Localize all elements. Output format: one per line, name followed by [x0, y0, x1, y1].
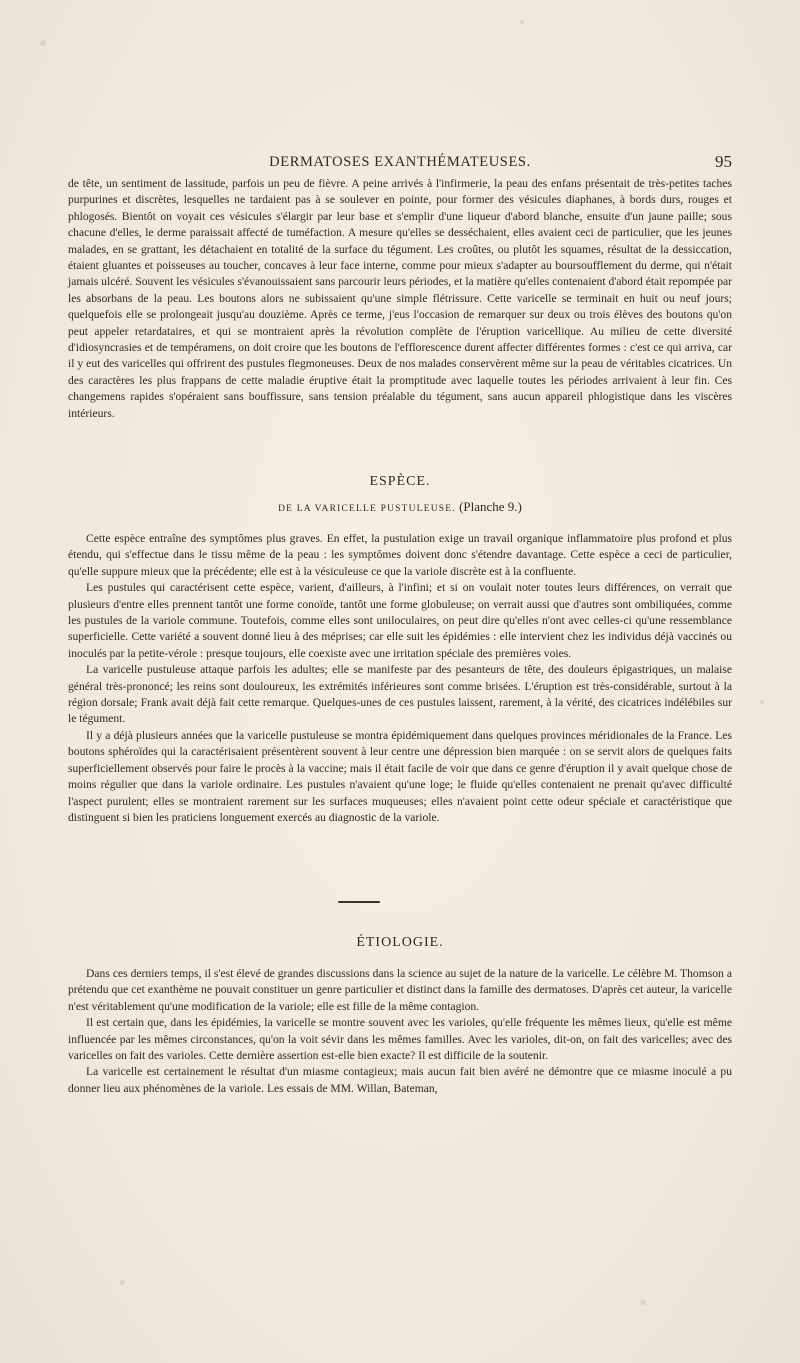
paragraph: Cette espèce entraîne des symptômes plus graves. En effet, la pustulation exige un travail organique inflammatoire plus profond et plus étendu, qui s'effectue dans le tissu même de la peau : les symptômes doivent donc s'étendre davantage. Cette espèce a ceci de particulier, qu'elle suppure mieux que la précédente; elle est à la vésiculeuse ce que la variole discrète est à la confluente. [68, 532, 732, 578]
paragraph: Il est certain que, dans les épidémies, la varicelle se montre souvent avec les varioles, qu'elle fréquente les mêmes lieux, qu'elle est même influencée par les mêmes circonstances, qu'on la voit sévir dans les mêmes familles. Avec les varioles, dit-on, on fait des varicelles; avec des varicelles on fait des varioles. Cette dernière assertion est-elle bien exacte? Il est difficile de la soutenir. [68, 1016, 732, 1063]
subheading-title: DE LA VARICELLE PUSTULEUSE. [278, 504, 456, 514]
section-heading-espece: ESPÈCE. [369, 474, 431, 489]
paragraph: de tête, un sentiment de lassitude, parfois un peu de fièvre. A peine arrivés à l'infirmerie, la peau des enfans présentait de très-petites taches purpurines et discrètes, lesquelles ne tardaient pas à se soulever en pointe, pour former des vésicules diaphanes, à bords durs, rouges et phlogosés. Bientôt on voyait ces vésicules s'élargir par leur base et s'emplir d'une liqueur d'abord blanche, ensuite d'un jaune paille; sous chacune d'elles, le derme paraissait affecté de tuméfaction. A mesure qu'elles se desséchaient, elles avaient ceci de particulier, que les jeunes malades, en se grattant, les détachaient en totalité de la surface du tégument. Les croûtes, ou plutôt les squames, résultat de la dessiccation, étaient gluantes et poisseuses au toucher, concaves à leur face interne, comme pour mieux s'adapter au boursoufflement du derme, qui n'était jamais ulcéré. Souvent les vésicules s'évanouissaient sans parcourir leurs périodes, et la matière qu'elles contenaient d'abord était repompée par les absorbans de la peau. Les boutons alors ne subissaient qu'une simple flétrissure. Cette varicelle se terminait en huit ou neuf jours; quelquefois elle se prolongeait jusqu'au douzième. Après ce terme, j'eus l'occasion de remarquer sur deux ou trois élèves des boutons qu'on peut appeler retardataires, et qui se montraient après la révolution complète de l'éruption varicellique. Au milieu de cette diversité d'idiosyncrasies et de tempéramens, on doit croire que les boutons de l'efflorescence durent affecter différentes formes : c'est ce qui arriva, car il y eut des varicelles qui offrirent des pustules flegmoneuses. Deux de nos malades conservèrent même sur la peau de véritables cicatrices. Un des caractères les plus frappans de cette maladie éruptive était la promptitude avec laquelle toutes les périodes arrivaient à leur fin. Ces changemens rapides s'opéraient sans bouffissure, sans tension préalable du tégument, sans aucun appareil phlogistique dans les viscères intérieurs. [68, 177, 732, 420]
foxing-spot [120, 1280, 125, 1285]
paragraph: Il y a déjà plusieurs années que la varicelle pustuleuse se montra épidémiquement dans quelques provinces méridionales de la France. Les boutons sphéroïdes qui la caractérisaient présentèrent souvent à leur centre une dépression bien marquée : on se servit alors de quelques faits superficiellement observés pour faire le procès à la vaccine; mais il était facile de voir que dans ce genre d'éruption il y avait quelque chose de moins régulier que dans la variole ordinaire. Les pustules n'avaient qu'une loge; le fluide qu'elles contenaient ne prenait qu'avec difficulté l'aspect purulent; elles se montraient rarement sur les surfaces muqueuses; elles n'avaient point cette odeur spéciale et caractéristique que distinguent si bien les praticiens longuement exercés au diagnostic de la variole. [68, 728, 732, 824]
foxing-spot [40, 40, 46, 46]
paragraph: Les pustules qui caractérisent cette espèce, varient, d'ailleurs, à l'infini; et si on voulait noter toutes leurs différences, on verrait que plusieurs d'entre elles prennent tantôt une forme conoïde, tantôt une forme globuleuse; on verrait aussi que d'autres sont ombiliquées, comme les pustules de la variole commune. Toutefois, comme elles sont uniloculaires, on peut dire qu'elles n'ont avec celles-ci qu'une ressemblance superficielle. Cette variété a souvent donné lieu à des méprises; car elle suit les épidémies : elle intervient chez les individus déjà vaccinés ou inoculés par la petite-vérole : presque toujours, elle coexiste avec une irritation spéciale des premières voies. [68, 581, 732, 660]
continuation-text [68, 176, 732, 422]
section-subheading [68, 499, 732, 515]
paragraph: Dans ces derniers temps, il s'est élevé de grandes discussions dans la science au sujet de la nature de la varicelle. Le célèbre M. Thomson a prétendu que cet exanthème ne pouvait constituer un genre particulier et distinct dans la famille des dermatoses. D'après cet auteur, la varicelle n'est véritablement qu'une modification de la variole; elle est fille de la même contagion. [68, 967, 732, 1013]
foxing-spot [760, 700, 764, 704]
etiologie-text [68, 966, 732, 1097]
paragraph: La varicelle pustuleuse attaque parfois les adultes; elle se manifeste par des pesanteurs de tête, des douleurs épigastriques, un malaise général très-prononcé; les reins sont douloureux, les extrémités inférieures sont comme brisées. L'éruption est très-considérable, surtout à la région dorsale; Frank avait déjà fait cette remarque. Quelques-unes de ces pustules laissent, rarement, à la vérité, des cicatrices indélébiles sur le tégument. [68, 663, 732, 726]
plate-reference: (Planche 9.) [459, 499, 522, 514]
running-title: DERMATOSES EXANTHÉMATEUSES. [269, 154, 531, 170]
section-divider [338, 901, 380, 903]
foxing-spot [640, 1300, 646, 1305]
paragraph: La varicelle est certainement le résultat d'un miasme contagieux; mais aucun fait bien avéré ne démontre que ce miasme inoculé a pu donner lieu aux phénomènes de la variole. Les essais de MM. Willan, Bateman, [68, 1065, 732, 1095]
section-heading-etiologie: ÉTIOLOGIE. [356, 935, 444, 950]
page-header [68, 154, 732, 174]
espece-text [68, 531, 732, 826]
page-number: 95 [715, 152, 732, 171]
foxing-spot [520, 20, 524, 24]
